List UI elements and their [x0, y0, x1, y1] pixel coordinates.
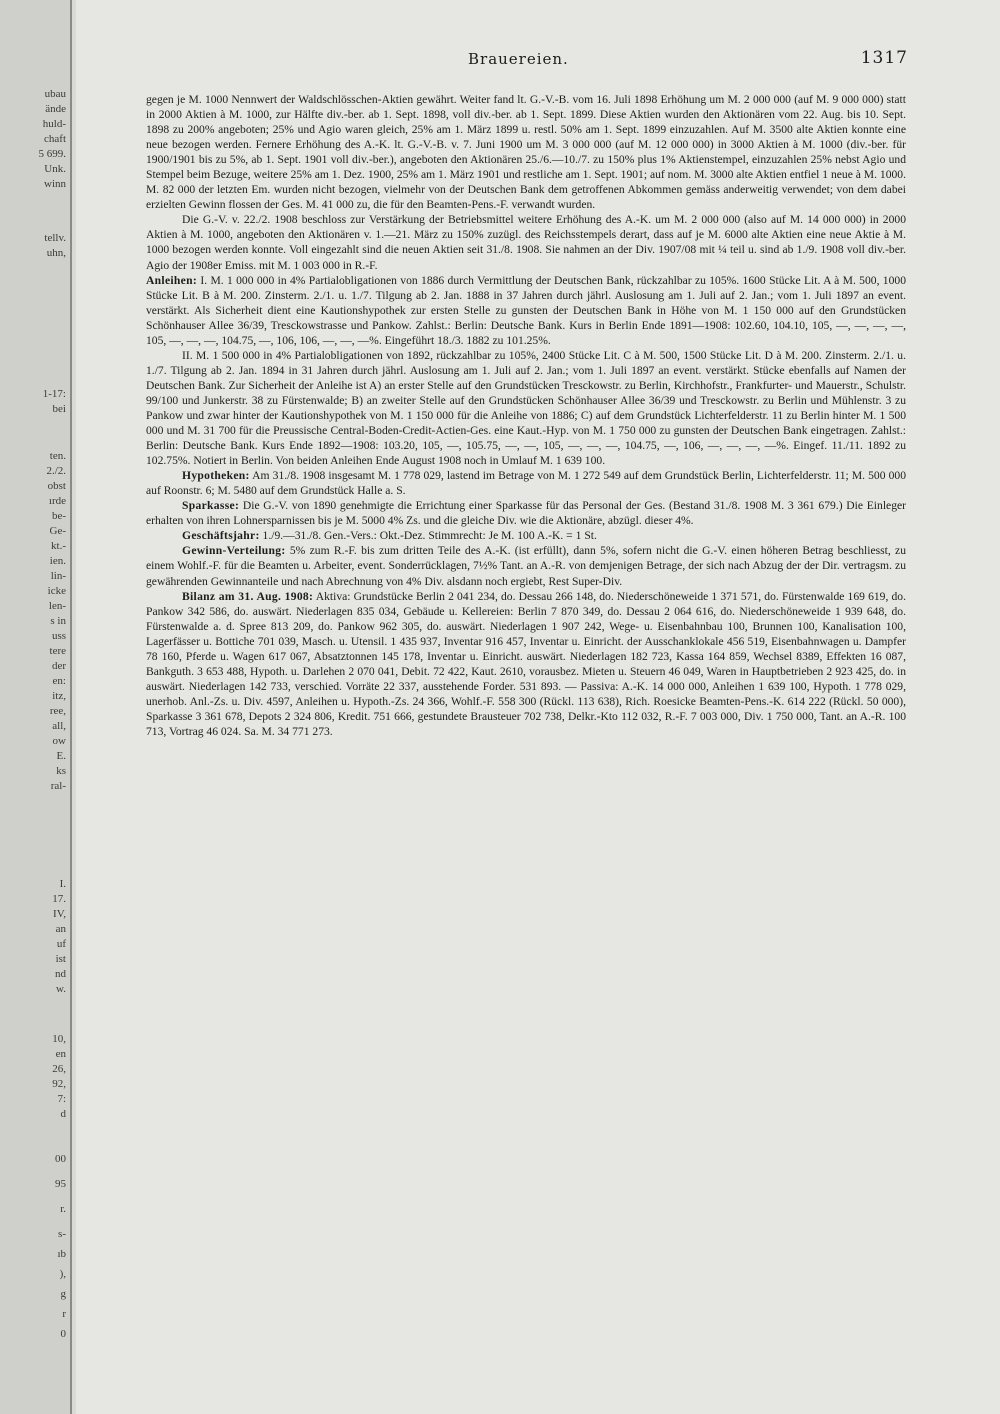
margin-fragment: kt.- — [51, 540, 66, 552]
margin-fragment: ks — [56, 765, 66, 777]
paragraph-capital-increase-1908 — [146, 212, 906, 272]
paragraph-text: Aktiva: Grundstücke Berlin 2 041 234, do. Dessau 266 148, do. Niederschöneweide 1 371 571, do. Fürstenwalde 169 619, do. Pankow 342 586, do. auswärt. Niederlagen 835 034, Gebäude u. Kellereien: Berlin 7 870 349, do. Dessau 2 064 616, do. Niederschöneweide 1 939 648, do. Fürstenwalde a. d. Spree 813 209, do. Pankow 962 305, do. auswärt. Niederlagen 1 907 242, Wege- u. Eisenbahnbau 100, Brunnen 100, Kanalisation 100, Lagerfässer u. Bottiche 701 039, Masch. u. Utensil. 1 435 937, Inventar 916 457, Inventar u. Einricht. der Ausschanklokale 456 519, Eisenbahnwagen u. Dampfer 78 160, Pferde u. Wagen 617 067, Absatztonnen 145 178, Inventar u. Einricht. auswärt. Niederlagen 182 723, Kassa 164 859, Wechsel 8389, Effekten 16 087, Bankguth. 3 653 488, Hypoth. u. Darlehen 2 070 041, Debit. 72 422, Kaut. 2610, vorausbez. Mieten u. Steuern 46 049, Waren in Hauptbetrieben 2 923 425, do. in auswärt. Niederlagen 142 733, verschied. Vorräte 22 337, ausstehende Forder. 531 893. — Passiva: A.-K. 14 000 000, Anleihen 1 639 100, Hypoth. 1 778 029, unerhob. Anl.-Zs. u. Div. 4597, Anleihen u. Hypoth.-Zs. 24 366, Wohlf.-F. 558 300 (Rückl. 113 638), Rich. Roesicke Beamten-Pens.-K. 614 222 (Rückl. 50 000), Sparkasse 3 361 678, Depots 2 324 806, Kredit. 751 666, gestundete Brausteuer 702 738, Delkr.-Kto 112 032, R.-F. 7 003 000, Div. 1 750 000, Tant. an A.-R. 100 713, Vortrag 46 024. Sa. M. 34 771 273. — [146, 589, 906, 738]
margin-fragment: chaft — [44, 133, 66, 145]
margin-fragment: ist — [55, 953, 66, 965]
margin-fragment: Ge- — [49, 525, 66, 537]
margin-fragment: 2./2. — [46, 465, 66, 477]
margin-fragment: Unk. — [44, 163, 66, 175]
section-label: Sparkasse: — [182, 499, 240, 513]
margin-fragment: len- — [48, 600, 66, 612]
margin-fragment: r — [62, 1308, 66, 1320]
margin-fragment: 5 699. — [38, 148, 66, 160]
section-label: Gewinn-Verteilung: — [182, 544, 286, 558]
page-header — [76, 50, 1000, 72]
paragraph-text: I. M. 1 000 000 in 4% Partialobligationen von 1886 durch Vermittlung der Deutschen Bank, rückzahlbar zu 105%. 1600 Stücke Lit. A à M. 500, 1000 Stücke Lit. B à M. 200. Zinsterm. 2./1. u. 1./7. Tilgung ab 2. Jan. 1888 in 37 Jahren durch jährl. Auslosung am 1. Juli auf 2. Jan.; vom 1. Juli 1897 an event. verstärkt. Als Sicherheit dient eine Kautionshypothek zur ersten Stelle zu gunsten der Deutschen Bank in Höhe von M. 1 150 000 auf den Grundstücken Schönhauser Allee 36/39, Tresckowstrasse und Pankow. Zahlst.: Berlin: Deutsche Bank. Kurs in Berlin Ende 1891—1908: 102.60, 104.10, 105, —, —, —, —, 105, —, —, —, 104.75, —, 106, 106, —, —, —%. Eingeführt 18./3. 1882 zu 101.25%. — [146, 273, 906, 347]
margin-fragment: huld- — [42, 118, 66, 130]
margin-fragment: r. — [60, 1203, 66, 1215]
margin-fragment: lin- — [50, 570, 66, 582]
margin-fragment: 17. — [52, 893, 66, 905]
margin-fragment: tere — [49, 645, 66, 657]
margin-fragment: an — [55, 923, 66, 935]
margin-fragment: 92, — [52, 1078, 66, 1090]
paragraph-text: 1./9.—31./8. Gen.-Vers.: Okt.-Dez. Stimmrecht: Je M. 100 A.-K. = 1 St. — [262, 529, 597, 543]
paragraph-text: II. M. 1 500 000 in 4% Partialobligationen von 1892, rückzahlbar zu 105%, 2400 Stücke Lit. C à M. 500, 1500 Stücke Lit. D à M. 200. Zinsterm. 2./1. u. 1./7. Tilgung ab 2. Jan. 1894 in 31 Jahren durch jährl. Auslosung am 1. Juli auf 2. Jan.; vom 1. Juli 1897 an event. verstärkt. Stücke ebenfalls auf Namen der Deutschen Bank. Zur Sicherheit der Anleihe ist A) an erster Stelle auf den Grundstücken Tresckowstr. zu Berlin, Kirchhofstr., Frankfurter- und Mauerstr., Schulstr. 99/100 und Junkerstr. 38 zu Fürstenwalde; B) an zweiter Stelle auf den Grundstücken Schönhauser Allee 36/39 und Tresckowstr. zu Berlin und Mühlenstr. 3 zu Pankow und zwar hinter der Kautionshypothek von M. 1 150 000 für die Anleihe von 1886; C) auf dem Grundstück Lichterfelderstr. 11 zu Berlin hinter M. 1 500 000 und M. 31 700 für die Preussische Central-Boden-Credit-Actien-Ges. eine Kaut.-Hyp. von M. 1 750 000 zu gunsten der Deutschen Bank eingetragen. Zahlst.: Berlin: Deutsche Bank. Kurs Ende 1892—1908: 103.20, 105, —, 105.75, —, —, 105, —, —, —, 104.75, —, 106, —, —, —, —%. Eingef. 11./11. 1892 zu 102.75%. Notiert in Berlin. Von beiden Anleihen Ende August 1908 noch in Umlauf M. 1 639 100. — [146, 348, 906, 468]
paragraph-capital-history — [146, 92, 906, 212]
margin-fragment: 26, — [52, 1063, 66, 1075]
section-gewinn-verteilung — [146, 543, 906, 588]
document-page — [76, 0, 1000, 1414]
section-label: Geschäftsjahr: — [182, 529, 260, 543]
section-sparkasse — [146, 498, 906, 528]
paragraph-text: Am 31./8. 1908 insgesamt M. 1 778 029, lastend im Betrage von M. 1 272 549 auf dem Grundstück Berlin, Lichterfelderstr. 11; M. 500 000 auf Roonstr. 6; M. 5480 auf dem Grundstück Halle a. S. — [146, 469, 907, 498]
margin-fragment: E. — [56, 750, 66, 762]
margin-fragment: itz, — [52, 690, 66, 702]
section-anleihen — [146, 273, 906, 348]
margin-fragment: 00 — [55, 1153, 66, 1165]
margin-fragment: tellv. — [44, 232, 66, 244]
page-number: 1317 — [860, 48, 908, 68]
section-bilanz — [146, 589, 906, 739]
margin-fragment: en: — [52, 675, 66, 687]
margin-fragment: ände — [45, 103, 66, 115]
margin-fragment: 7: — [57, 1093, 66, 1105]
margin-fragment: all, — [52, 720, 66, 732]
margin-fragment: 0 — [60, 1328, 66, 1340]
margin-fragment: ral- — [50, 780, 66, 792]
margin-fragment: I. — [59, 878, 66, 890]
section-hypotheken — [146, 468, 906, 498]
margin-fragment: 10, — [52, 1033, 66, 1045]
margin-fragment: g — [60, 1288, 66, 1300]
paragraph-text: 5% zum R.-F. bis zum dritten Teile des A.-K. (ist erfüllt), dann 5%, sofern nicht die G.-V. einen höheren Betrag beschliesst, zu einem Wohlf.-F. für die Beamten u. Arbeiter, event. Sonderrücklagen, 7½% Tant. an A.-R. von demjenigen Betrage, der sich nach Abzug der der Dir. vertragsm. zu gewährenden Gewinnanteile und nach Abrechnung von 4% Div. alsdann noch ergiebt, Rest Super-Div. — [146, 544, 906, 588]
facing-page-margin — [0, 0, 72, 1414]
section-label: Bilanz am 31. Aug. 1908: — [182, 589, 314, 603]
margin-fragment: s- — [58, 1228, 66, 1240]
margin-fragment: der — [51, 660, 66, 672]
margin-fragment: obst — [47, 480, 66, 492]
margin-fragment: ıb — [57, 1248, 66, 1260]
margin-fragment: ien. — [49, 555, 66, 567]
section-geschaeftsjahr — [146, 528, 906, 543]
margin-fragment: uhn, — [46, 247, 66, 259]
margin-fragment: ten. — [49, 450, 66, 462]
margin-fragment: winn — [44, 178, 66, 190]
margin-fragment: bei — [52, 403, 66, 415]
margin-fragment: ubau — [44, 88, 66, 100]
section-label: Anleihen: — [146, 273, 198, 287]
margin-fragment: 95 — [55, 1178, 66, 1190]
running-title: Brauereien. — [468, 50, 569, 68]
margin-fragment: IV, — [53, 908, 66, 920]
margin-fragment: icke — [47, 585, 66, 597]
margin-fragment: ree, — [49, 705, 66, 717]
margin-fragment: 1-17: — [42, 388, 66, 400]
paragraph-text: gegen je M. 1000 Nennwert der Waldschlösschen-Aktien gewährt. Weiter fand lt. G.-V.-B. vom 16. Juli 1898 Erhöhung um M. 2 000 000 (auf M. 9 000 000) statt in 2000 Aktien à M. 1000, zur Hälfte div.-ber. ab 1. Sept. 1898, voll div.-ber. ab 1. Sept. 1899. Diese Aktien wurden den Aktionären vom 22. Aug. bis 10. Sept. 1898 zu 200% angeboten; 25% und Agio waren gleich, 25% am 1. März 1899 u. restl. 50% am 1. Sept. 1899 einzuzahlen. Auf M. 3500 alte Aktien konnte eine neue bezogen werden. Fernere Erhöhung des A.-K. lt. G.-V.-B. v. 7. Juni 1900 um M. 3 000 000 (auf M. 12 000 000) in 3000 Aktien à M. 1000 (div.-ber. für 1900/1901 bis zu 5%, ab 1. Sept. 1901 voll div.-ber.), angeboten den Aktionären 25./6.—10./7. zu 150% plus 1% Aktienstempel, einzuzahlen 25% nebst Agio und Stempel beim Bezuge, weitere 25% am 1. Dez. 1900, 25% am 1. März 1901 und restliche am 1. Sept. 1901; auf nom. M. 3000 alte Aktien entfiel 1 neue à M. 1000. M. 82 000 der letzten Em. wurden nicht bezogen, vielmehr von der Deutschen Bank dem getroffenen Abkommen gemäss anderweitig verwendet; von dem dabei erzielten Gewinn flossen der Ges. M. 41 000 zu, die für den Beamten-Pens.-F. verwandt wurden. — [146, 93, 906, 212]
paragraph-text: Die G.-V. von 1890 genehmigte die Errichtung einer Sparkasse für das Personal der Ges. (Bestand 31./8. 1908 M. 3 361 679.) Die Einleger erhalten von ihren Lohnersparnissen bis je M. 5000 4% Zs. und die gleiche Div. wie die Aktionäre, abzügl. dieser 4%. — [146, 499, 906, 528]
section-label: Hypotheken: — [182, 469, 250, 483]
section-anleihen-ii — [146, 348, 906, 468]
margin-fragment: nd — [55, 968, 66, 980]
margin-fragment: en — [55, 1048, 66, 1060]
body-text — [146, 92, 906, 739]
margin-fragment: w. — [56, 983, 66, 995]
margin-fragment: uss — [51, 630, 66, 642]
margin-fragment: ırde — [48, 495, 66, 507]
margin-fragment: s in — [50, 615, 66, 627]
margin-fragment: ), — [59, 1268, 66, 1280]
margin-fragment: be- — [51, 510, 66, 522]
margin-fragment: d — [60, 1108, 66, 1120]
margin-fragment: uf — [56, 938, 66, 950]
paragraph-text: Die G.-V. v. 22./2. 1908 beschloss zur Verstärkung der Betriebsmittel weitere Erhöhung des A.-K. um M. 2 000 000 (also auf M. 14 000 000) in 2000 Aktien à M. 1000, angeboten den Aktionären v. 1.—21. März zu 150% zuzügl. des Reichsstempels derart, dass auf je M. 6000 alte Aktien eine neue Aktie à M. 1000 bezogen werden konnte. Voll eingezahlt sind die neuen Aktien seit 31./8. 1908. Sie nahmen an der Div. 1907/08 mit ¼ teil u. sind ab 1./9. 1908 voll div.-ber. Agio der 1908er Emiss. mit M. 1 003 000 in R.-F. — [146, 213, 906, 272]
margin-fragment: ow — [52, 735, 66, 747]
